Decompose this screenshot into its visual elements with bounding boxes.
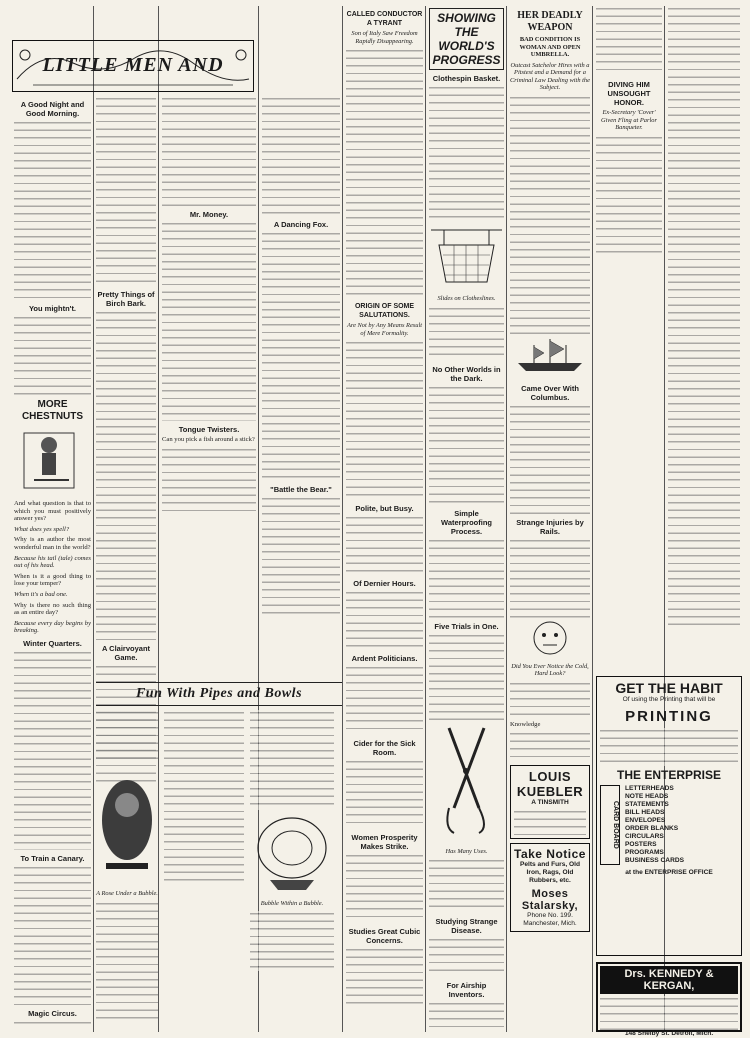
tinsmith-tag: A TINSMITH [531, 799, 569, 807]
honor-sub: Ex-Secretary 'Cover' Given Fling at Parlor Banqueter. [601, 109, 657, 131]
habit-heading: GET THE HABIT [615, 680, 723, 696]
chestnut-a: Because his tail (tale) comes out of his head. [14, 554, 91, 570]
chestnuts-heading: MORE CHESTNUTS [21, 399, 84, 422]
waterproofing-heading: Simple Waterproofing Process. [441, 508, 492, 536]
weapon-heading: HER DEADLY WEAPON [517, 10, 583, 33]
chestnut-a: What does yes spell? [14, 525, 70, 533]
chestnut-q: When is it a good thing to lose your temper? [14, 572, 91, 588]
enterprise-list-item: BILL HEADS [625, 809, 665, 816]
take-notice-title: Take Notice [514, 847, 586, 862]
battle-bear-heading: "Battle the Bear." [270, 485, 332, 494]
cider-heading: Cider for the Sick Room. [353, 739, 416, 757]
rose-bubble-illustration [96, 765, 158, 885]
conductor-heading: CALLED CONDUCTOR A TYRANT [346, 11, 423, 27]
enterprise-list-item: NOTE HEADS [625, 793, 669, 800]
column-rule [506, 6, 507, 1032]
tongue-twister-line: Can you pick a fish around a stick? [162, 436, 255, 443]
fun-with-pipes-section [96, 678, 342, 1028]
card-board-label: CARD BOARD [600, 785, 620, 865]
column-rule [93, 6, 94, 1032]
strange-injuries-heading: Strange Injuries by Rails. [516, 517, 584, 536]
column-8 [668, 6, 740, 636]
knowledge-text: Knowledge [510, 720, 541, 728]
steel-casing-heading: Studying Strange Disease. [435, 917, 498, 935]
enterprise-list-item: ENVELOPES [625, 817, 666, 824]
dernier-heading: Of Dernier Hours. [353, 579, 416, 588]
face-illustration [510, 618, 590, 658]
ship-illustration [510, 335, 590, 375]
fun-heading: Fun With Pipes and Bowls [96, 682, 342, 706]
train-heading: To Train a Canary. [20, 853, 85, 863]
dancing-fox-heading: A Dancing Fox. [273, 220, 329, 229]
women-heading: Women Prosperity Makes Strike. [351, 833, 418, 851]
printing-word: PRINTING [625, 708, 713, 725]
bubble-caption: Bubble Within a Bubble. [260, 900, 324, 907]
tinsmith-ad [510, 765, 590, 839]
progress-heading: SHOWING THE WORLD'S PROGRESS [432, 11, 501, 67]
tinsmith-name: LOUIS KUEBLER [516, 769, 584, 800]
enterprise-footer: at the ENTERPRISE OFFICE [625, 869, 713, 876]
other-worlds-heading: No Other Worlds in the Dark. [432, 364, 501, 383]
rose-caption: A Rose Under a Bubble. [96, 890, 158, 897]
tongue-twisters-heading: Tongue Twisters. [178, 425, 240, 434]
column-3 [162, 96, 256, 656]
came-over-heading: Came Over With Columbus. [521, 383, 579, 402]
chestnut-q: Why is an author the most wonderful man in the world? [14, 536, 91, 551]
clothespin-basket-illustration [429, 220, 504, 290]
bubble-within-bubble-illustration [250, 810, 334, 895]
chestnut-vendor-illustration [14, 425, 91, 495]
enterprise-list-item: BUSINESS CARDS [625, 857, 684, 864]
column-rule [425, 6, 426, 1032]
studies-heading: Studies Great Cubic Concerns. [348, 927, 421, 945]
enterprise-heading: THE ENTERPRISE [616, 768, 721, 782]
section-heading: You mightn't. [28, 304, 77, 313]
slides-caption: Slides on Clotheslines. [437, 295, 496, 302]
dealer-name: Moses Stalarsky, [521, 888, 579, 913]
airship-heading: For Airship Inventors. [446, 981, 487, 999]
chestnut-a: When it's a bad one. [14, 590, 68, 598]
conductor-sub: Son of Italy Saw Freedom Rapidly Disappearing. [351, 30, 418, 45]
column-rule [342, 6, 343, 1032]
take-notice-ad [510, 843, 590, 932]
enterprise-list-item: ORDER BLANKS [625, 825, 679, 832]
kennedy-ad [596, 962, 742, 1037]
take-notice-sub: Pelts and Furs, Old Iron, Rags, Old Rubbers, etc. [519, 861, 581, 885]
five-trials-heading: Five Trials in One. [434, 621, 499, 631]
magic-heading: Magic Circus. [28, 1008, 77, 1018]
dealer-address: Phone No. 199. Manchester, Mich. [523, 912, 577, 928]
winter-heading: Winter Quarters. [23, 638, 82, 648]
pretty-things-heading: Pretty Things of Birch Bark. [97, 290, 155, 308]
hint-caption: Did You Ever Notice the Cold, Hard Look? [511, 662, 589, 677]
ardent-heading: Ardent Politicians. [351, 654, 418, 663]
enterprise-list-item: PROGRAMS [625, 849, 664, 856]
honor-heading: DIVING HIM UNSOUGHT HONOR. [607, 80, 651, 107]
chestnut-q: And what question is that to which you must positively answer yes? [14, 500, 91, 523]
chestnut-a: Because every day begins by breaking. [14, 619, 91, 635]
origin-heading: ORIGIN OF SOME SALUTATIONS. [354, 303, 415, 319]
column-5 [429, 6, 504, 1032]
masthead-box [12, 40, 254, 92]
column-rule [592, 6, 593, 1032]
kennedy-name: Drs. KENNEDY & KERGAN, [600, 966, 738, 994]
progress-banner [429, 8, 504, 70]
column-1 [14, 96, 91, 1026]
chestnut-q: Why is there no such thing as an entire day? [14, 601, 91, 617]
mr-money-heading: Mr. Money. [189, 210, 229, 219]
masthead-title: LITTLE MEN AND [42, 54, 224, 76]
habit-ad [596, 676, 742, 956]
clairvoyant-heading: A Clairvoyant Game. [101, 644, 151, 662]
column-4 [346, 6, 423, 1032]
enterprise-list-item: CIRCULARS [625, 833, 664, 840]
origin-sub: Are Not by Any Means Result of Mere Formality. [346, 322, 423, 337]
weapon-sub: BAD CONDITION IS WOMAN AND OPEN UMBRELLA. [519, 36, 581, 58]
enterprise-list-item: STATEMENTS [625, 801, 669, 808]
poem-title: A Good Night and Good Morning. [20, 100, 85, 118]
weapon-sub-2: Outcast Satchelor Hires with a Pitstest and a Demand for a Criminal Law Dealing with the Subject. [510, 61, 590, 91]
hasmany-caption: Has Many Uses. [445, 847, 488, 855]
basket-heading: Clothespin Basket. [432, 74, 501, 83]
enterprise-list [620, 785, 738, 865]
enterprise-list-item: POSTERS [625, 841, 657, 848]
kennedy-tagline: 148 Shelby St. Detroit, Mich. [624, 1030, 714, 1037]
enterprise-list-item: LETTERHEADS [625, 785, 674, 792]
column-6 [510, 6, 590, 1032]
polite-heading: Polite, but Busy. [355, 504, 414, 513]
multi-tool-illustration [429, 723, 504, 843]
column-3b [262, 96, 340, 676]
habit-sub: Of using the Printing that will be [622, 696, 716, 703]
